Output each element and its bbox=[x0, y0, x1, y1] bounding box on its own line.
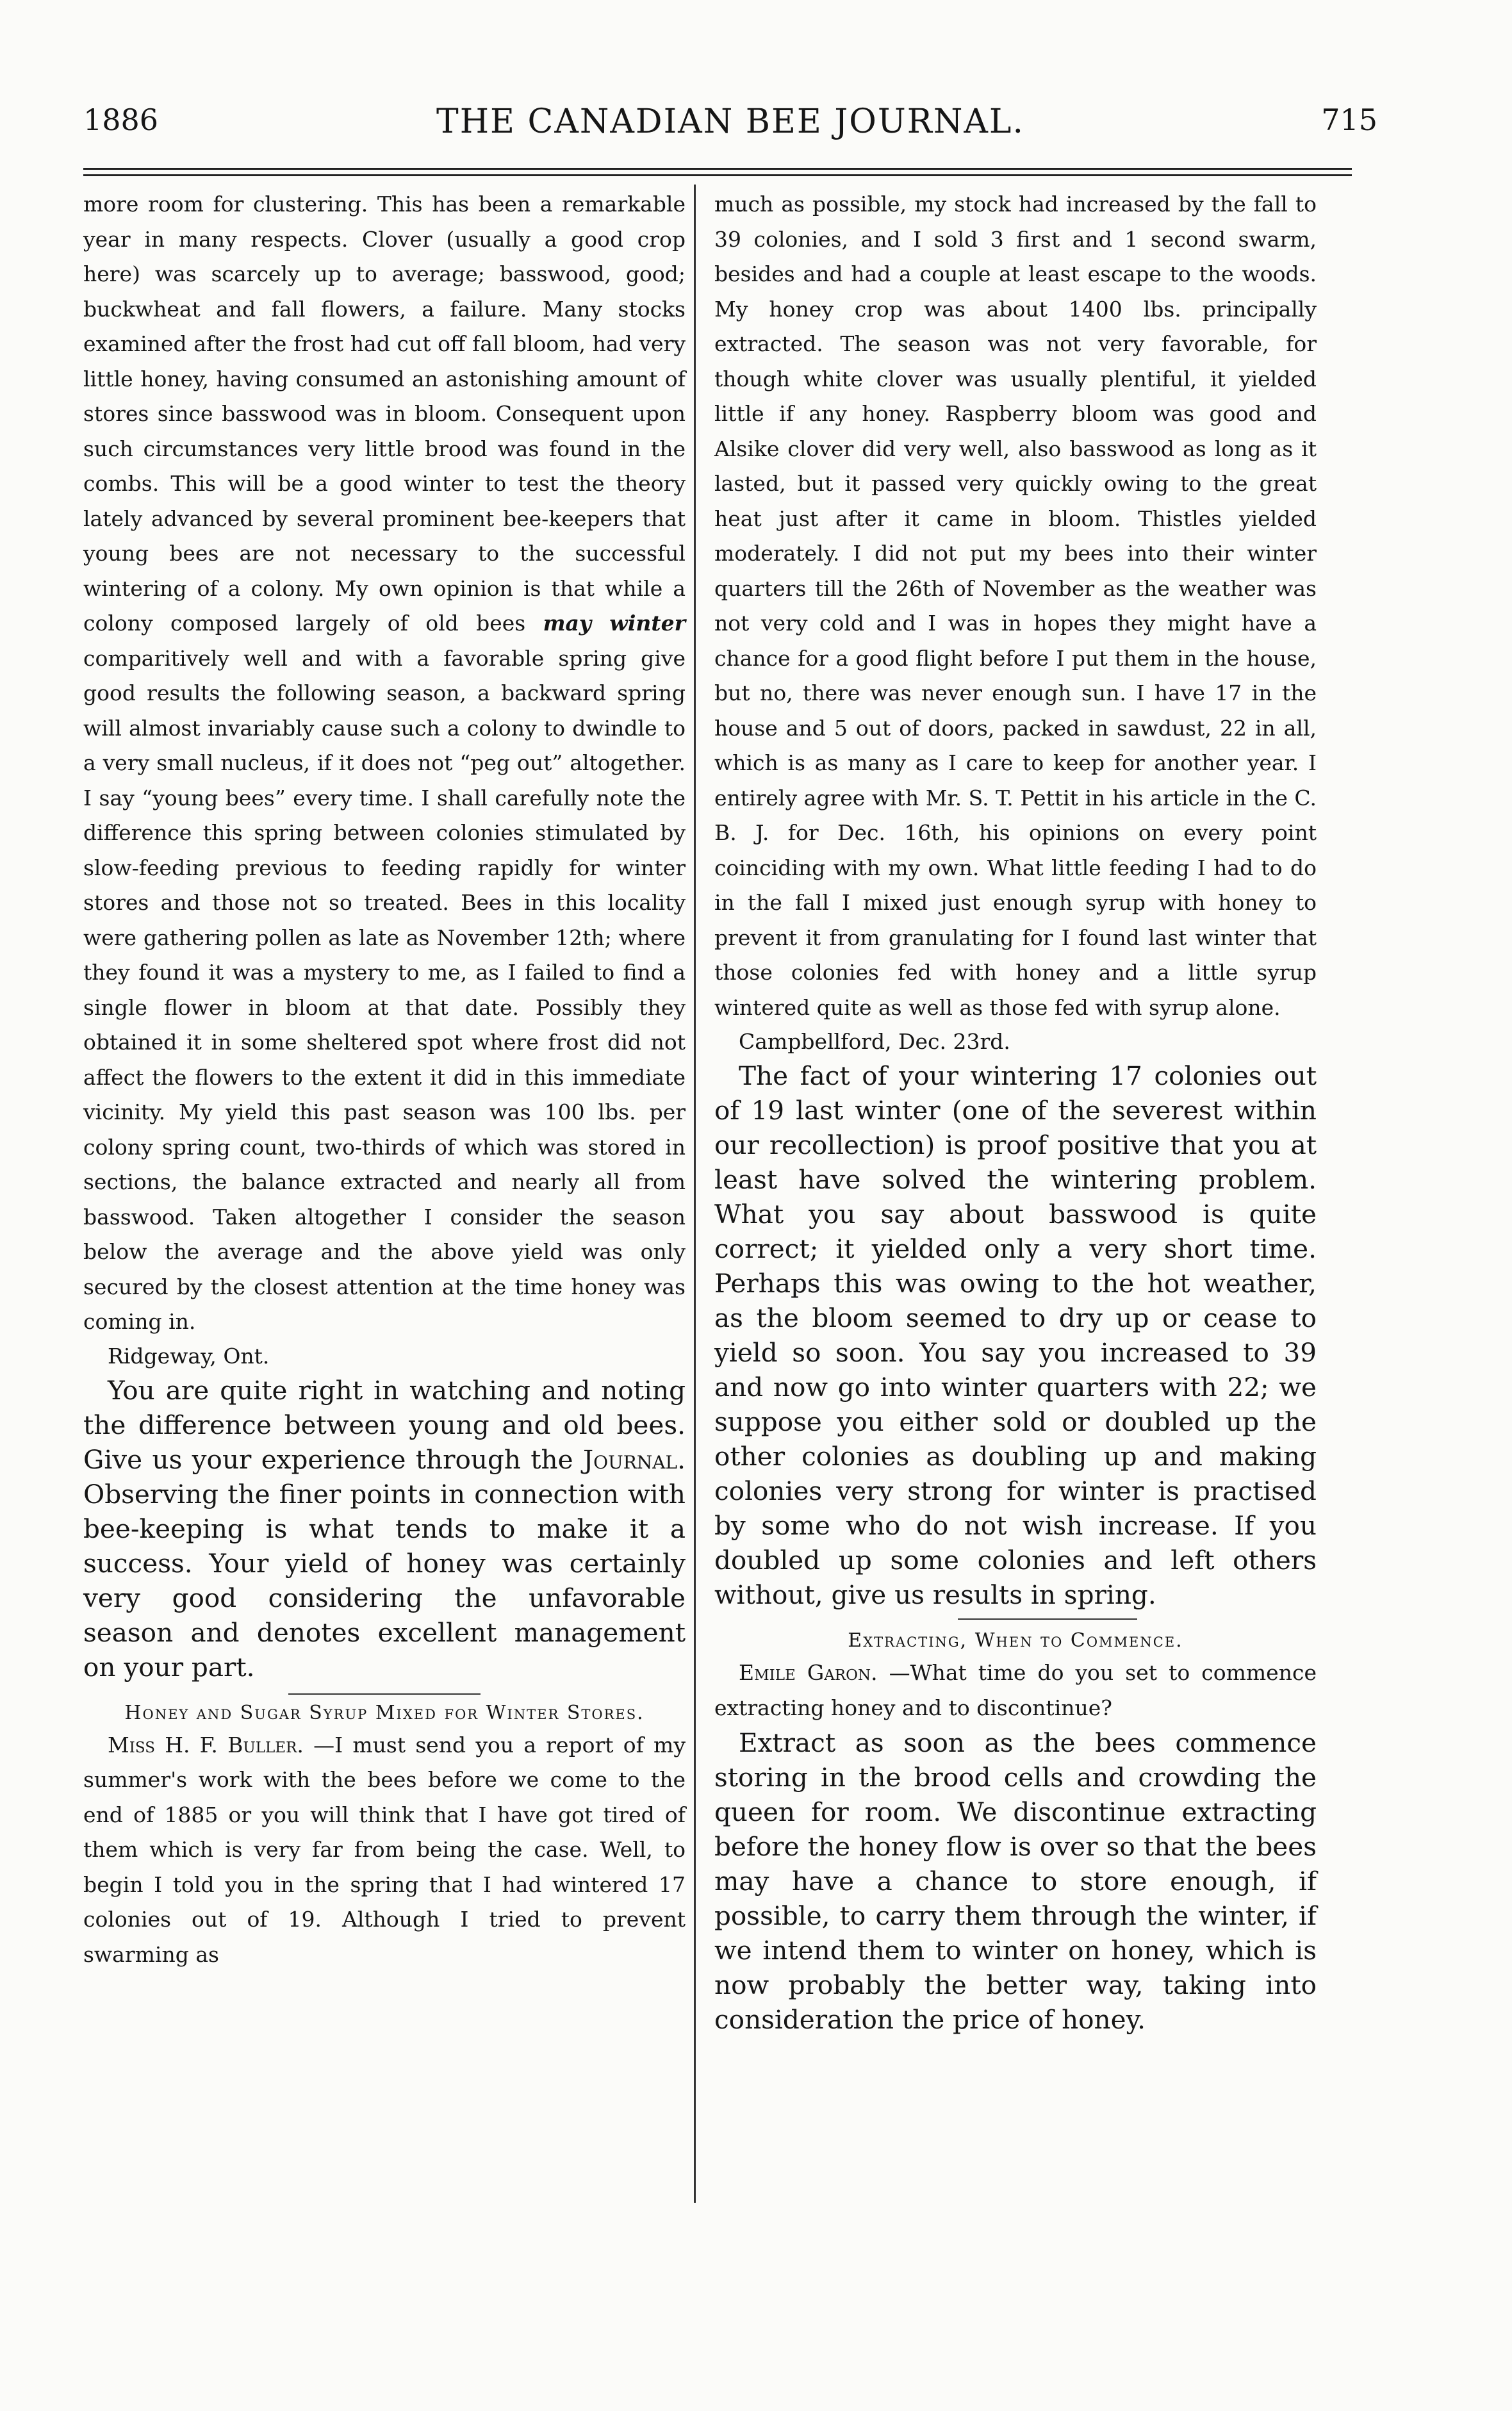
right-column bbox=[714, 187, 1317, 2037]
editor-reply-2: The fact of your wintering 17 colonies out of 19 last winter (one of the severest within our recollection) is proof positive that you at least have solved the wintering problem. What you say about basswood is quite correct; it yielded only a very short time. Perhaps this was owing to the hot weather, as the bloom seemed to dry up or cease to yield so soon. You say you increased to 39 and now go into winter quarters with 22; we suppose you either sold or doubled up the other colonies as doubling up and making colonies very strong for winter is practised by some who do not wish increase. If you doubled up some colonies and left others without, give us results in spring. bbox=[714, 1060, 1317, 1610]
letter1-emphasis: may winter bbox=[543, 611, 686, 636]
letter2-text: —I must send you a report of my summer's work with the bees before we come to the end of 1885 or you will think that I have got tired of them which is very far from being the case. Well, to begin I told you in the spring that I had wintered 17 colonies out of 19. Although I tried to prevent swarming as bbox=[83, 1732, 686, 1967]
editor-reply-1 bbox=[83, 1373, 686, 1684]
editor-reply-3: Extract as soon as the bees commence storing in the brood cells and crowding the queen for room. We discontinue extracting before the honey flow is over so that the bees may have a chance to store enough, if possible, to carry them through the winter, if we intend them to winter on honey, which is now probably the better way, taking into consideration the price of honey. bbox=[714, 1727, 1317, 2035]
signature-ridgeway: Ridgeway, Ont. bbox=[108, 1343, 270, 1369]
header-rule-bottom bbox=[83, 174, 1352, 176]
letter2-author: Miss H. F. Buller. bbox=[108, 1732, 304, 1757]
page-number: 715 bbox=[1321, 103, 1377, 137]
letter2-body bbox=[83, 1728, 686, 1973]
journal-title: THE CANADIAN BEE JOURNAL. bbox=[436, 103, 1024, 141]
section-separator-2 bbox=[958, 1618, 1137, 1620]
signature-campbellford: Campbellford, Dec. 23rd. bbox=[739, 1029, 1010, 1054]
reply1-text-a: You are quite right in watching and noting the difference between young and old bees. Give us your experience through the bbox=[83, 1374, 686, 1475]
letter3-body bbox=[714, 1656, 1317, 1725]
section-heading-honey-syrup: Honey and Sugar Syrup Mixed for Winter Stores. bbox=[124, 1701, 645, 1724]
reply1-text-b: Observing the finer points in connection with bee-keeping is what tends to make it a success. Your yield of honey was certainly very good considering the unfavorable season and denotes excellent management on your part. bbox=[83, 1478, 686, 1683]
letter1-body bbox=[83, 187, 686, 1340]
letter3-author: Emile Garon. bbox=[739, 1660, 878, 1685]
letter1-text-a: more room for clustering. This has been a remarkable year in many respects. Clover (usually a good crop here) was scarcely up to average; basswood, good; buckwheat and fall flowers, a failure. Many stocks examined after the frost had cut off fall bloom, had very little honey, having consumed an astonishing amount of stores since basswood was in bloom. Consequent upon such circumstances very little brood was found in the combs. This will be a good winter to test the theory lately advanced by several prominent bee-keepers that young bees are not necessary to the successful wintering of a colony. My own opinion is that while a colony composed largely of old bees bbox=[83, 192, 686, 636]
reply1-journal: Journal. bbox=[582, 1444, 686, 1475]
page-header bbox=[83, 103, 1377, 154]
left-column bbox=[83, 187, 686, 1972]
section-heading-extracting: Extracting, When to Commence. bbox=[848, 1629, 1183, 1652]
letter2-continued: much as possible, my stock had increased by the fall to 39 colonies, and I sold 3 first and 1 second swarm, besides and had a couple at least escape to the woods. My honey crop was about 1400 lbs. principally extracted. The season was not very favorable, for though white clover was usually plentiful, it yielded little if any honey. Raspberry bloom was good and Alsike clover did very well, also basswood as long as it lasted, but it passed very quickly owing to the great heat just after it came in bloom. Thistles yielded moderately. I did not put my bees into their winter quarters till the 26th of November as the weather was not very cold and I was in hopes they might have a chance for a good flight before I put them in the house, but no, there was never enough sun. I have 17 in the house and 5 out of doors, packed in sawdust, 22 in all, which is as many as I care to keep for another year. I entirely agree with Mr. S. T. Pettit in his article in the C. B. J. for Dec. 16th, his opinions on every point coinciding with my own. What little feeding I had to do in the fall I mixed just enough syrup with honey to prevent it from granulating for I found last winter that those colonies fed with honey and a little syrup wintered quite as well as those fed with syrup alone. bbox=[714, 192, 1317, 1020]
header-year: 1886 bbox=[83, 103, 159, 137]
letter3-text: —What time do you set to commence extracting honey and to discontinue? bbox=[714, 1660, 1317, 1720]
letter1-text-b: comparitively well and with a favorable spring give good results the following season, a backward spring will almost invariably cause such a colony to dwindle to a very small nucleus, if it does not “peg out” altogether. I say “young bees” every time. I shall carefully note the difference this spring between colonies stimulated by slow-feeding previous to feeding rapidly for winter stores and those not so treated. Bees in this locality were gathering pollen as late as November 12th; where they found it was a mystery to me, as I failed to find a single flower in bloom at that date. Possibly they obtained it in some sheltered spot where frost did not affect the flowers to the extent it did in this immediate vicinity. My yield this past season was 100 lbs. per colony spring count, two-thirds of which was stored in sections, the balance extracted and nearly all from basswood. Taken altogether I consider the season below the average and the above yield was only secured by the closest attention at the time honey was coming in. bbox=[83, 645, 686, 1334]
column-divider bbox=[694, 185, 696, 2203]
section-separator bbox=[288, 1693, 481, 1695]
header-rule-top bbox=[83, 168, 1352, 170]
